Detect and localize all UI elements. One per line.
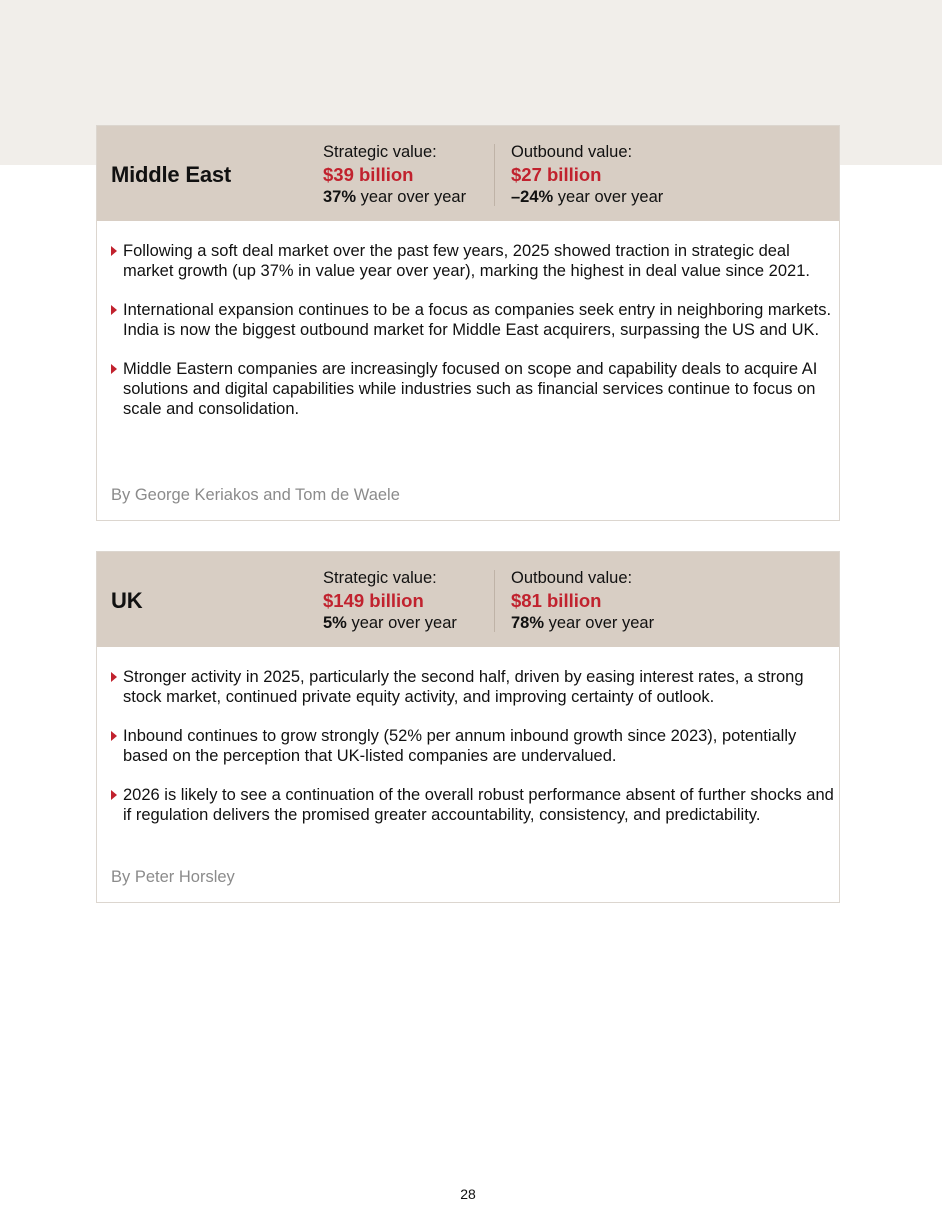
- triangle-bullet-icon: [111, 305, 117, 315]
- outbound-value-change: [511, 186, 663, 209]
- triangle-bullet-icon: [111, 246, 117, 256]
- strategic-value-label: Strategic value:: [323, 143, 437, 161]
- strategic-change-percent: 37%: [323, 188, 357, 206]
- strategic-value-amount: $39 billion: [323, 164, 414, 185]
- outbound-value-amount: $81 billion: [511, 590, 602, 611]
- header-divider: [494, 144, 495, 206]
- strategic-value-change: [323, 612, 457, 635]
- strategic-change-percent: 5%: [323, 614, 347, 632]
- region-title: UK: [111, 588, 143, 613]
- outbound-value-block: [511, 567, 654, 635]
- middle-east-card: [96, 125, 840, 521]
- list-item: [111, 785, 835, 825]
- header-divider: [494, 570, 495, 632]
- outbound-value-label: Outbound value:: [511, 143, 633, 161]
- strategic-value-change: [323, 186, 466, 209]
- strategic-change-suffix: year over year: [346, 614, 457, 632]
- region-title: Middle East: [111, 162, 232, 187]
- outbound-value-amount: $27 billion: [511, 164, 602, 185]
- outbound-change-suffix: year over year: [544, 614, 655, 632]
- outbound-value-block: [511, 141, 663, 209]
- uk-header: [97, 552, 839, 647]
- author-byline: By Peter Horsley: [111, 868, 235, 886]
- strategic-value-block: [323, 567, 457, 635]
- list-item: [111, 667, 835, 707]
- bullet-list: [111, 667, 835, 844]
- bullet-text: Following a soft deal market over the past few years, 2025 showed traction in strategic deal market growth (up 37% in value year over year), marking the highest in deal value since 2021.: [123, 242, 810, 280]
- outbound-value-change: [511, 612, 654, 635]
- strategic-value-amount: $149 billion: [323, 590, 424, 611]
- outbound-change-percent: 78%: [511, 614, 545, 632]
- triangle-bullet-icon: [111, 731, 117, 741]
- triangle-bullet-icon: [111, 672, 117, 682]
- outbound-change-suffix: year over year: [553, 188, 664, 206]
- bullet-text: International expansion continues to be a focus as companies seek entry in neighboring markets. India is now the biggest outbound market for Middle East acquirers, surpassing the US and UK.: [123, 301, 832, 339]
- bullet-text: Stronger activity in 2025, particularly the second half, driven by easing interest rates, a strong stock market, continued private equity activity, and improving certainty of outlook.: [123, 668, 804, 706]
- strategic-change-suffix: year over year: [356, 188, 467, 206]
- author-byline: By George Keriakos and Tom de Waele: [111, 486, 400, 504]
- uk-card: [96, 551, 840, 903]
- bullet-text: Middle Eastern companies are increasingly focused on scope and capability deals to acquire AI solutions and digital capabilities while industries such as financial services continue to focus on scale and consolidation.: [123, 360, 818, 418]
- list-item: [111, 359, 835, 419]
- middle-east-header: [97, 126, 839, 221]
- triangle-bullet-icon: [111, 790, 117, 800]
- strategic-value-block: [323, 141, 466, 209]
- outbound-change-percent: –24%: [511, 188, 554, 206]
- outbound-value-label: Outbound value:: [511, 569, 633, 587]
- list-item: [111, 241, 835, 281]
- strategic-value-label: Strategic value:: [323, 569, 437, 587]
- triangle-bullet-icon: [111, 364, 117, 374]
- bullet-text: 2026 is likely to see a continuation of the overall robust performance absent of further shocks and if regulation delivers the promised greater accountability, consistency, and predictability.: [123, 786, 834, 824]
- list-item: [111, 726, 835, 766]
- list-item: [111, 300, 835, 340]
- bullet-list: [111, 241, 835, 438]
- page-number: 28: [460, 1186, 476, 1202]
- bullet-text: Inbound continues to grow strongly (52% per annum inbound growth since 2023), potentially based on the perception that UK-listed companies are undervalued.: [123, 727, 797, 765]
